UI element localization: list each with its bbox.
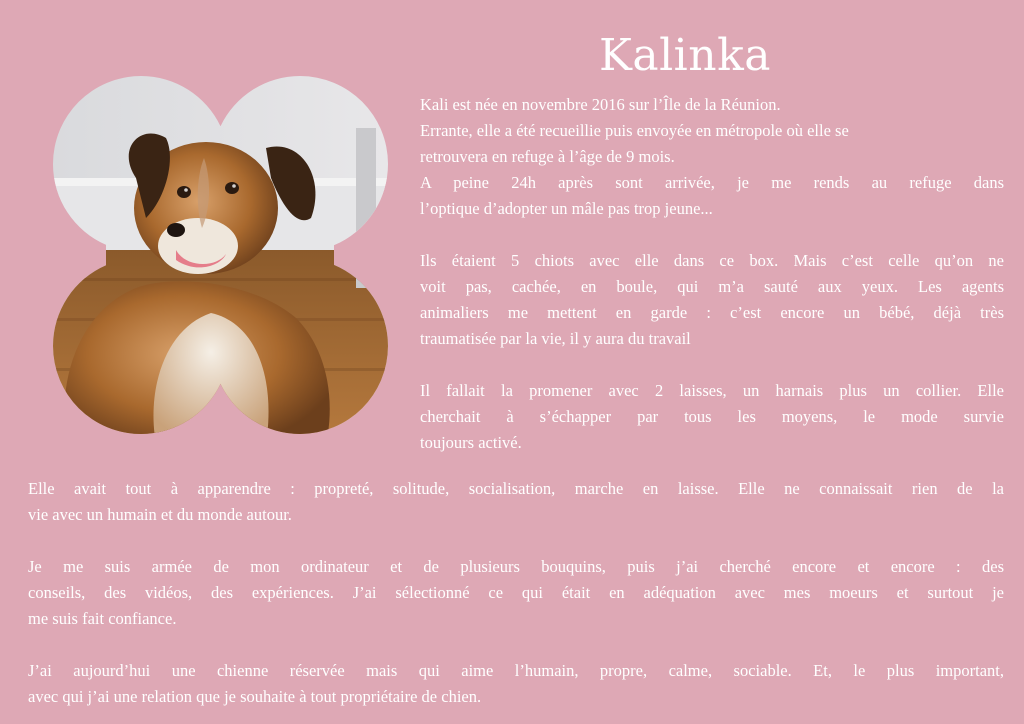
text-line: Kali est née en novembre 2016 sur l’Île de la Réunion. (420, 95, 781, 114)
text-line: me suis fait confiance. (28, 609, 177, 628)
text-line: toujours activé. (420, 433, 522, 452)
text-line: vie avec un humain et du monde autour. (28, 505, 292, 524)
story-continuation-text (28, 476, 1004, 710)
text-line: animaliers me mettent en garde : c’est encore un bébé, déjà très (420, 303, 1004, 322)
text-line: retrouvera en refuge à l’âge de 9 mois. (420, 147, 675, 166)
text-line: avec qui j’ai une relation que je souhaite à tout propriétaire de chien. (28, 687, 482, 706)
text-line: A peine 24h après sont arrivée, je me rends au refuge dans (420, 173, 1004, 192)
text-line: J’ai aujourd’hui une chienne réservée mais qui aime l’humain, propre, calme, sociable. Et, le plus important, (28, 661, 1004, 680)
paragraph-birth (420, 92, 1004, 222)
page-title: Kalinka (599, 30, 771, 81)
text-line: Errante, elle a été recueillie puis envoyée en métropole où elle se (420, 121, 849, 140)
text-line: Il fallait la promener avec 2 laisses, un harnais plus un collier. Elle (420, 381, 1004, 400)
paragraph-research (28, 554, 1004, 632)
text-line: conseils, des vidéos, des expériences. J’ai sélectionné ce qui était en adéquation avec mes moeurs et surtout je (28, 583, 1004, 602)
text-line: cherchait à s’échapper par tous les moyens, le mode survie (420, 407, 1004, 426)
text-line: voit pas, cachée, en boule, qui m’a sauté aux yeux. Les agents (420, 277, 1004, 296)
story-intro-text (420, 92, 1004, 456)
text-line: Elle avait tout à apparendre : propreté, solitude, socialisation, marche en laisse. Elle ne connaissait rien de la (28, 479, 1004, 498)
text-line: traumatisée par la vie, il y aura du travail (420, 329, 691, 348)
dog-photo (26, 68, 414, 444)
paragraph-learning (28, 476, 1004, 528)
text-line: Ils étaient 5 chiots avec elle dans ce box. Mais c’est celle qu’on ne (420, 251, 1004, 270)
paragraph-today (28, 658, 1004, 710)
paragraph-walks (420, 378, 1004, 456)
text-line: l’optique d’adopter un mâle pas trop jeune... (420, 199, 713, 218)
text-line: Je me suis armée de mon ordinateur et de plusieurs bouquins, puis j’ai cherché encore et encore : des (28, 557, 1004, 576)
paragraph-shelter (420, 248, 1004, 352)
